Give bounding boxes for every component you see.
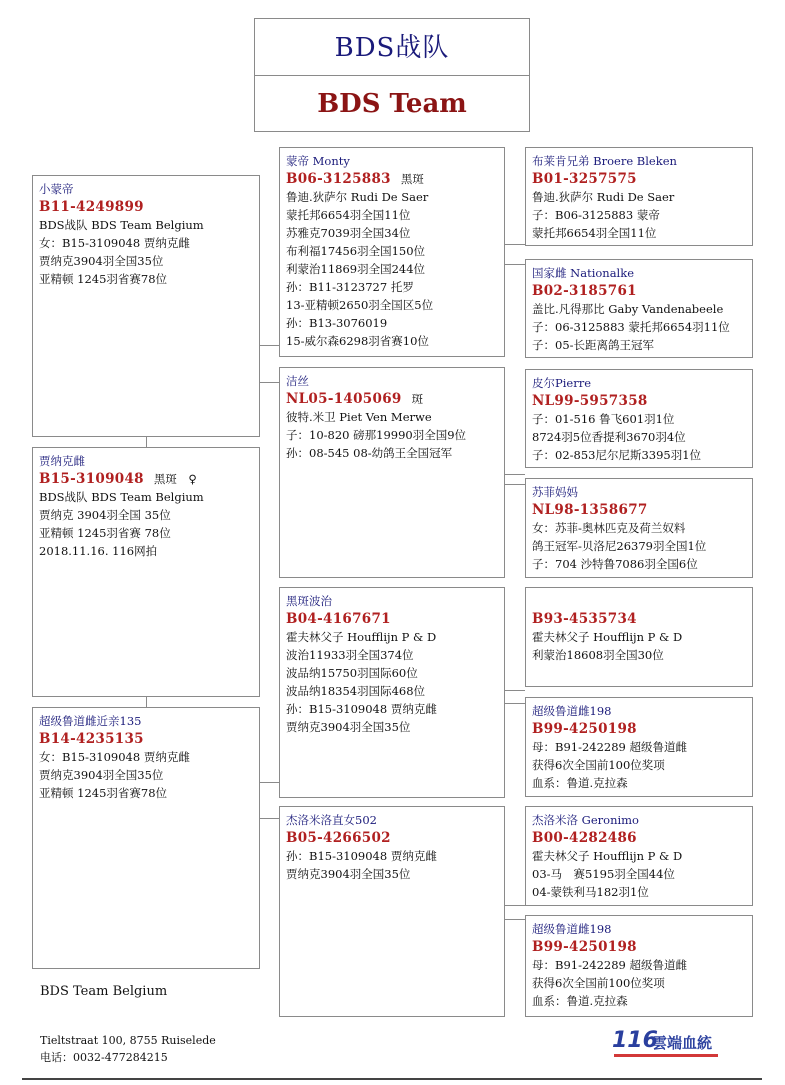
footer-phone: 电话：0032-477284215 <box>40 1051 168 1064</box>
ring-number: NL05-1405069 <box>286 391 402 407</box>
bird-name: 小蒙帝 <box>39 182 74 196</box>
bird-name: 超级鲁道雌198 <box>532 922 612 936</box>
connector <box>259 382 279 383</box>
info-line: 蒙托邦6654羽全国11位 <box>286 208 411 222</box>
info-line: 血系：鲁道.克拉森 <box>532 994 628 1008</box>
bird-name: 超级鲁道雌近亲135 <box>39 714 142 728</box>
footer-address: Tieltstraat 100, 8755 Ruiselede <box>40 1034 216 1047</box>
info-line: 孙：08-545 08-幼鸽王全国冠军 <box>286 446 453 460</box>
logo-underline <box>614 1054 718 1057</box>
connector <box>504 703 525 704</box>
info-line: 子：704 沙特鲁7086羽全国6位 <box>532 557 698 571</box>
ring-number: NL98-1358677 <box>532 502 648 518</box>
info-line: 贾纳克3904羽全国35位 <box>39 254 164 268</box>
info-line: 利蒙治18608羽全国30位 <box>532 648 664 662</box>
pedigree-card-gg6 <box>525 697 753 797</box>
pedigree-card-p3 <box>279 587 505 798</box>
info-line: 子：05-长距离鸽王冠军 <box>532 338 655 352</box>
pedigree-card-gg1 <box>525 147 753 246</box>
bird-name: 布莱肯兄弟 Broere Bleken <box>532 154 677 168</box>
bird-name: 杰洛米洛 Geronimo <box>532 813 639 827</box>
info-line: 波品纳18354羽国际468位 <box>286 684 426 698</box>
pedigree-card-p2 <box>279 367 505 578</box>
bird-name: 苏菲妈妈 <box>532 485 578 499</box>
footer-team-name: BDS Team Belgium <box>40 984 168 999</box>
bird-name: 国家雌 Nationalke <box>532 266 635 280</box>
pedigree-card-g2 <box>32 447 260 697</box>
title-chinese: BDS战队 <box>255 19 529 76</box>
info-line: 贾纳克3904羽全国35位 <box>39 768 164 782</box>
bird-name: 蒙帝 Monty <box>286 154 350 168</box>
bird-name: 黑斑波治 <box>286 594 332 608</box>
connector <box>504 919 525 920</box>
bird-name: 超级鲁道雌198 <box>532 704 612 718</box>
bird-color: 斑 <box>411 392 424 406</box>
info-line: 子：06-3125883 蒙托邦6654羽11位 <box>532 320 730 334</box>
bird-name: 贾纳克雌 <box>39 454 85 468</box>
info-line: 获得6次全国前100位奖项 <box>532 758 665 772</box>
info-line: 波治11933羽全国374位 <box>286 648 414 662</box>
info-line: 苏雅克7039羽全国34位 <box>286 226 411 240</box>
info-line: 女：B15-3109048 贾纳克雌 <box>39 236 190 250</box>
bird-name: 杰洛米洛直女502 <box>286 813 377 827</box>
connector <box>259 782 279 783</box>
ring-number: B01-3257575 <box>532 171 637 187</box>
info-line: 孙：B11-3123727 托罗 <box>286 280 414 294</box>
logo-number: 116 <box>612 1028 658 1053</box>
info-line: 8724羽5位香提利3670羽4位 <box>532 430 686 444</box>
info-line: 子：02-853尼尔尼斯3395羽1位 <box>532 448 702 462</box>
ring-number: NL99-5957358 <box>532 393 648 409</box>
info-line: 15-威尔森6298羽省赛10位 <box>286 334 429 348</box>
info-line: 母：B91-242289 超级鲁道雌 <box>532 740 688 754</box>
bird-name: 洁丝 <box>286 374 309 388</box>
info-line: 2018.11.16. 116网拍 <box>39 544 158 558</box>
pedigree-card-g1 <box>32 175 260 437</box>
logo-text: 雲端血統 <box>652 1034 713 1052</box>
info-line: 孙：B13-3076019 <box>286 316 388 330</box>
bird-color: 黑斑 ♀ <box>153 472 197 486</box>
pedigree-card-gg8 <box>525 915 753 1017</box>
connector <box>504 905 525 906</box>
info-line: 鸽王冠军-贝洛尼26379羽全国1位 <box>532 539 707 553</box>
info-line: 利蒙治11869羽全国244位 <box>286 262 426 276</box>
pedigree-card-p1 <box>279 147 505 357</box>
info-line: 亚精顿 1245羽省赛78位 <box>39 272 168 286</box>
info-line: 血系：鲁道.克拉森 <box>532 776 628 790</box>
title-box <box>254 18 530 132</box>
bird-name: 皮尔Pierre <box>532 376 592 390</box>
info-line: 盖比.凡得那比 Gaby Vandenabeele <box>532 302 724 316</box>
info-line: 贾纳克3904羽全国35位 <box>286 867 411 881</box>
connector <box>504 690 525 691</box>
ring-number: B04-4167671 <box>286 611 391 627</box>
info-line: 获得6次全国前100位奖项 <box>532 976 665 990</box>
info-line: 03-马 赛5195羽全国44位 <box>532 867 675 881</box>
ring-number: B05-4266502 <box>286 830 391 846</box>
info-line: 04-蒙铁利马182羽1位 <box>532 885 649 899</box>
ring-number: B99-4250198 <box>532 939 637 955</box>
title-english: BDS Team <box>317 89 467 119</box>
info-line: 亚精顿 1245羽省赛 78位 <box>39 526 171 540</box>
info-line: 布利福17456羽全国150位 <box>286 244 426 258</box>
connector <box>504 484 525 485</box>
ring-number: B93-4535734 <box>532 611 637 627</box>
pedigree-card-gg7 <box>525 806 753 906</box>
footer-contact <box>40 1032 216 1066</box>
info-line: 子：10-820 磅那19990羽全国9位 <box>286 428 467 442</box>
bird-color: 黑斑 <box>400 172 424 186</box>
info-line: 蒙托邦6654羽全国11位 <box>532 226 657 240</box>
brand-logo <box>612 1028 722 1058</box>
pedigree-card-gg2 <box>525 259 753 358</box>
bottom-divider <box>22 1078 762 1080</box>
ring-number: B15-3109048 <box>39 471 144 487</box>
info-line: 鲁迪.狄萨尔 Rudi De Saer <box>532 190 675 204</box>
info-line: 彼特.米卫 Piet Ven Merwe <box>286 410 432 424</box>
info-line: 霍夫林父子 Houfflijn P & D <box>532 630 683 644</box>
connector <box>259 818 279 819</box>
ring-number: B06-3125883 <box>286 171 391 187</box>
info-line: 霍夫林父子 Houfflijn P & D <box>286 630 437 644</box>
ring-number: B99-4250198 <box>532 721 637 737</box>
ring-number: B00-4282486 <box>532 830 637 846</box>
info-line: 霍夫林父子 Houfflijn P & D <box>532 849 683 863</box>
info-line: 贾纳克3904羽全国35位 <box>286 720 411 734</box>
info-line: 波品纳15750羽国际60位 <box>286 666 418 680</box>
connector <box>504 474 525 475</box>
ring-number: B14-4235135 <box>39 731 144 747</box>
info-line: 女：B15-3109048 贾纳克雌 <box>39 750 190 764</box>
info-line: 鲁迪.狄萨尔 Rudi De Saer <box>286 190 429 204</box>
info-line: BDS战队 BDS Team Belgium <box>39 218 204 232</box>
pedigree-card-gg4 <box>525 478 753 578</box>
ring-number: B02-3185761 <box>532 283 637 299</box>
pedigree-card-gg3 <box>525 369 753 468</box>
info-line: 女：苏菲-奥林匹克及荷兰奴料 <box>532 521 686 535</box>
info-line: 贾纳克 3904羽全国 35位 <box>39 508 171 522</box>
ring-number: B11-4249899 <box>39 199 144 215</box>
info-line: 孙：B15-3109048 贾纳克雌 <box>286 849 437 863</box>
info-line: BDS战队 BDS Team Belgium <box>39 490 204 504</box>
info-line: 母：B91-242289 超级鲁道雌 <box>532 958 688 972</box>
info-line: 13-亚精顿2650羽全国区5位 <box>286 298 434 312</box>
pedigree-card-p4 <box>279 806 505 1017</box>
connector <box>504 244 525 245</box>
pedigree-card-g3 <box>32 707 260 969</box>
pedigree-card-gg5 <box>525 587 753 687</box>
info-line: 子：01-516 鲁飞601羽1位 <box>532 412 675 426</box>
info-line: 亚精顿 1245羽省赛78位 <box>39 786 168 800</box>
info-line: 孙：B15-3109048 贾纳克雌 <box>286 702 437 716</box>
connector <box>259 345 279 346</box>
info-line: 子：B06-3125883 蒙帝 <box>532 208 660 222</box>
connector <box>504 264 525 265</box>
